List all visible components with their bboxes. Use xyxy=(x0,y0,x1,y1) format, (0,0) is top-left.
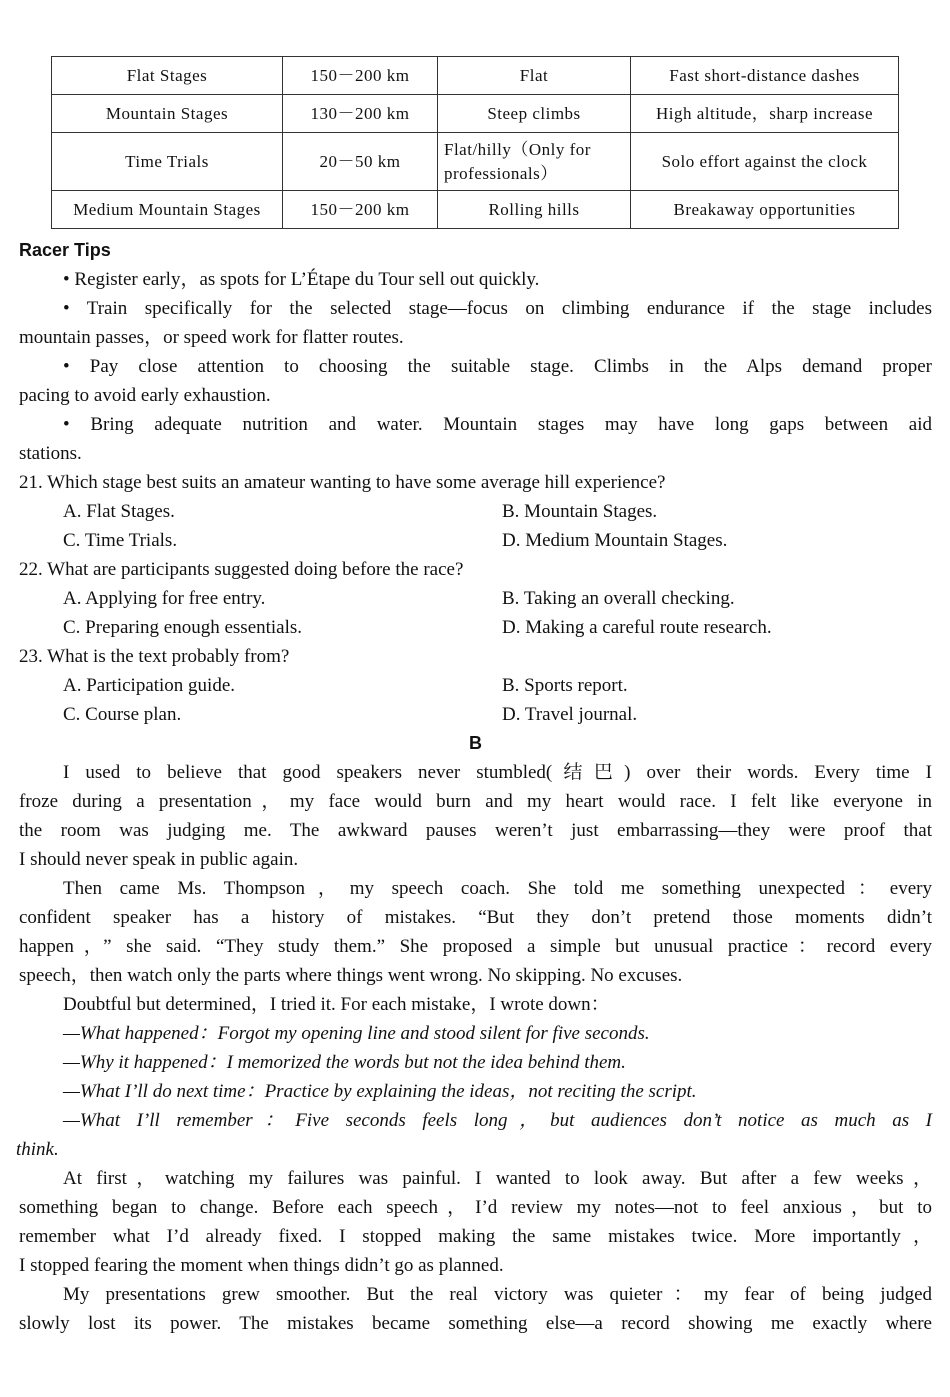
question-option: A. Flat Stages. xyxy=(63,501,175,522)
table-cell: Flat/hilly（Only for professionals） xyxy=(438,133,631,191)
question-option: A. Applying for free entry. xyxy=(63,588,266,609)
question-option: A. Participation guide. xyxy=(63,675,236,696)
passage-line: My presentations grew smoother. But the real victory was quieter：my fear of being judged xyxy=(63,1284,932,1305)
table-cell: Fast short-distance dashes xyxy=(631,57,899,95)
table-row xyxy=(52,95,899,133)
question-21-stem: 21. Which stage best suits an amateur wanting to have some average hill experience? xyxy=(19,472,666,493)
passage-line: At first，watching my failures was painful. I wanted to look away. But after a few weeks， xyxy=(63,1168,932,1189)
stages-table xyxy=(51,56,899,229)
question-option: C. Preparing enough essentials. xyxy=(63,617,303,638)
table-cell: 150－200 km xyxy=(283,191,438,229)
table-row xyxy=(52,191,899,229)
table-cell: Rolling hills xyxy=(438,191,631,229)
table-row xyxy=(52,57,899,95)
passage-line: Then came Ms. Thompson，my speech coach. She told me something unexpected：every xyxy=(63,878,932,899)
tip-line: • Register early，as spots for L’Étape du Tour sell out quickly. xyxy=(63,269,540,290)
passage-line: Doubtful but determined，I tried it. For each mistake，I wrote down： xyxy=(63,994,610,1015)
passage-line: something began to change. Before each speech，I’d review my notes—not to feel anxious，but to xyxy=(19,1197,932,1218)
passage-line: I stopped fearing the moment when things didn’t go as planned. xyxy=(19,1255,504,1276)
table-cell: Solo effort against the clock xyxy=(631,133,899,191)
passage-line: froze during a presentation，my face would burn and my heart would race. I felt like everyone in xyxy=(19,791,932,812)
passage-line: I used to believe that good speakers never stumbled(结巴) over their words. Every time I xyxy=(63,762,932,783)
question-option: D. Medium Mountain Stages. xyxy=(502,530,728,551)
table-cell: 130－200 km xyxy=(283,95,438,133)
question-option: D. Travel journal. xyxy=(502,704,638,725)
table-cell: Breakaway opportunities xyxy=(631,191,899,229)
tip-line: • Pay close attention to choosing the suitable stage. Climbs in the Alps demand proper xyxy=(63,356,932,377)
table-cell: Medium Mountain Stages xyxy=(52,191,283,229)
tip-line: • Train specifically for the selected stage—focus on climbing endurance if the stage includes xyxy=(63,298,932,319)
passage-line: I should never speak in public again. xyxy=(19,849,299,870)
note-line: —Why it happened：I memorized the words but not the idea behind them. xyxy=(63,1052,626,1073)
table-row xyxy=(52,133,899,191)
question-23-stem: 23. What is the text probably from? xyxy=(19,646,290,667)
passage-line: the room was judging me. The awkward pauses weren’t just embarrassing—they were proof that xyxy=(19,820,932,841)
table-cell: 150－200 km xyxy=(283,57,438,95)
passage-line: slowly lost its power. The mistakes became something else—a record showing me exactly where xyxy=(19,1313,932,1334)
question-option: B. Mountain Stages. xyxy=(502,501,658,522)
passage-line: speech，then watch only the parts where things went wrong. No skipping. No excuses. xyxy=(19,965,683,986)
note-line: —What I’ll do next time：Practice by explaining the ideas，not reciting the script. xyxy=(63,1081,697,1102)
question-22-stem: 22. What are participants suggested doing before the race? xyxy=(19,559,464,580)
question-option: D. Making a careful route research. xyxy=(502,617,772,638)
question-option: C. Course plan. xyxy=(63,704,182,725)
tip-line: pacing to avoid early exhaustion. xyxy=(19,385,271,406)
passage-line: remember what I’d already fixed. I stopped making the same mistakes twice. More importantly， xyxy=(19,1226,932,1247)
racer-tips-heading: Racer Tips xyxy=(19,240,111,260)
table-cell: Flat xyxy=(438,57,631,95)
section-b-title: B xyxy=(469,733,482,753)
passage-line: happen，” she said. “They study them.” She proposed a simple but unusual practice：record every xyxy=(19,936,932,957)
question-option: C. Time Trials. xyxy=(63,530,178,551)
question-option: B. Sports report. xyxy=(502,675,628,696)
table-cell: Mountain Stages xyxy=(52,95,283,133)
table-cell: Flat Stages xyxy=(52,57,283,95)
note-line: —What I’ll remember：Five seconds feels long，but audiences don’t notice as much as I xyxy=(63,1110,932,1131)
question-option: B. Taking an overall checking. xyxy=(502,588,735,609)
table-cell: Time Trials xyxy=(52,133,283,191)
table-cell: High altitude，sharp increase xyxy=(631,95,899,133)
table-cell: 20－50 km xyxy=(283,133,438,191)
tip-line: mountain passes，or speed work for flatter routes. xyxy=(19,327,404,348)
tip-line: stations. xyxy=(19,443,82,464)
note-line: —What happened：Forgot my opening line and stood silent for five seconds. xyxy=(63,1023,650,1044)
note-line: think. xyxy=(16,1139,59,1160)
passage-line: confident speaker has a history of mistakes. “But they don’t pretend those moments didn’t xyxy=(19,907,932,928)
tip-line: • Bring adequate nutrition and water. Mountain stages may have long gaps between aid xyxy=(63,414,932,435)
table-cell: Steep climbs xyxy=(438,95,631,133)
